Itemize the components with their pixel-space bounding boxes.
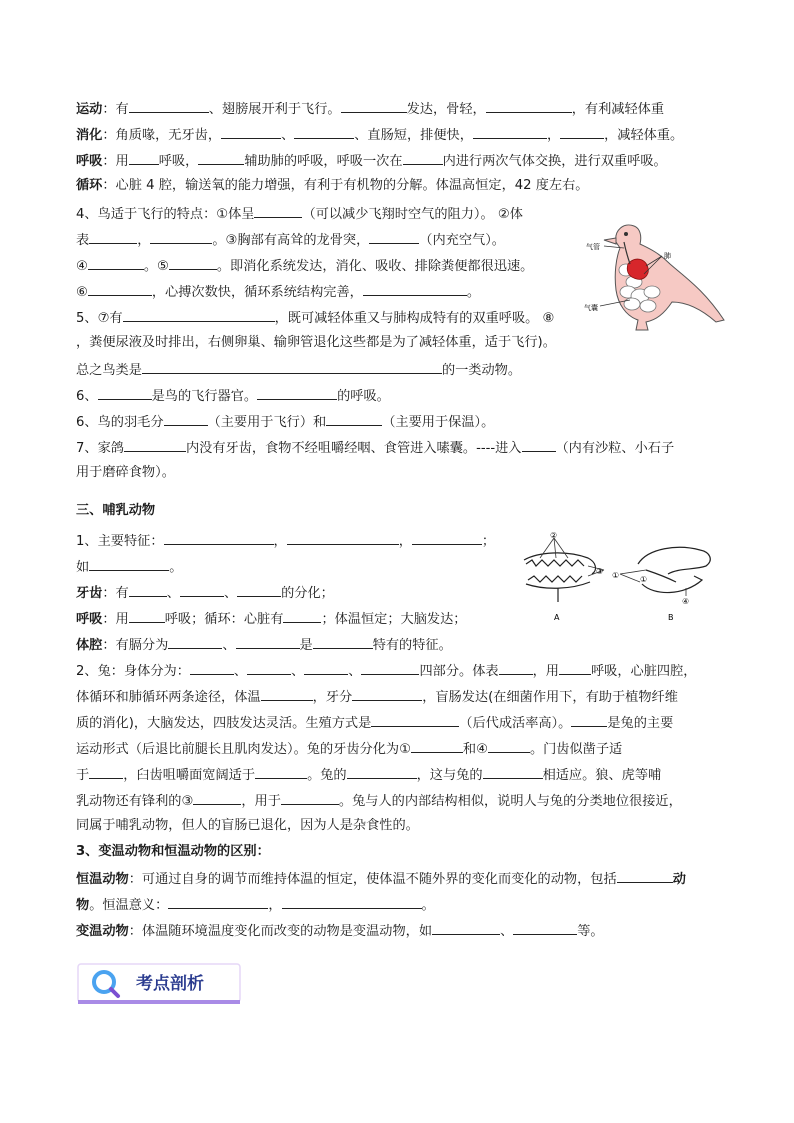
blank[interactable] xyxy=(559,661,591,675)
figure-label-a: A xyxy=(554,613,560,622)
s3-q1-a: 1、主要特征： ， ， ； xyxy=(76,531,724,551)
blank[interactable] xyxy=(287,531,399,545)
blank[interactable] xyxy=(499,661,533,675)
blank[interactable] xyxy=(88,256,144,270)
blank[interactable] xyxy=(255,765,307,779)
skull-b xyxy=(638,547,710,592)
blank[interactable] xyxy=(369,230,419,244)
line-huxi: 呼吸：用 呼吸， 辅助肺的呼吸，呼吸一次在 内进行两次气体交换，进行双重呼吸。 xyxy=(76,151,724,171)
s3-yachi: 牙齿：有 、 、 的分化； xyxy=(76,583,724,603)
blank[interactable] xyxy=(326,412,382,426)
blank[interactable] xyxy=(193,791,241,805)
blank[interactable] xyxy=(281,791,339,805)
blank[interactable] xyxy=(560,125,604,139)
hengwen-line-2: 物。恒温意义： ， 。 xyxy=(76,895,724,915)
tooth-label-3: ③ xyxy=(596,567,604,576)
blank[interactable] xyxy=(261,687,313,701)
blank[interactable] xyxy=(164,531,274,545)
blank[interactable] xyxy=(513,921,577,935)
blank[interactable] xyxy=(169,256,217,270)
blank[interactable] xyxy=(403,151,443,165)
blank[interactable] xyxy=(237,583,281,597)
blank[interactable] xyxy=(304,661,348,675)
blank[interactable] xyxy=(221,125,281,139)
blank[interactable] xyxy=(483,765,543,779)
s3-q1-b: 如 。 xyxy=(76,557,724,577)
blank[interactable] xyxy=(363,282,467,296)
skull-a xyxy=(524,553,595,602)
blank[interactable] xyxy=(236,635,300,649)
rabbit-line-7: 同属于哺乳动物，但人的盲肠已退化，因为人是杂食性的。 xyxy=(76,818,419,833)
rabbit-line-6: 乳动物还有锋利的③ ，用于 。兔与人的内部结构相似，说明人与兔的分类地位很接近， xyxy=(76,791,724,811)
label-air-sac: 气囊 xyxy=(584,304,598,312)
blank[interactable] xyxy=(257,386,337,400)
blank[interactable] xyxy=(142,360,442,374)
rabbit-line-1: 2、兔：身体分为： 、 、 、 四部分。体表 ，用 呼吸，心脏四腔， xyxy=(76,661,724,681)
blank[interactable] xyxy=(522,438,556,452)
q4-line-d: ⑥ ，心搏次数快，循环系统结构完善， 。 xyxy=(76,282,724,302)
tooth-label-2: ② xyxy=(550,531,558,540)
blank[interactable] xyxy=(571,713,607,727)
blank[interactable] xyxy=(129,99,209,113)
line-xiaohua: 消化：角质喙，无牙齿， 、 、直肠短，排便快， ， ，减轻体重。 xyxy=(76,125,724,145)
tooth-label-1b: ① xyxy=(640,575,648,584)
rabbit-line-3: 质的消化)，大脑发达，四肢发达灵活。生殖方式是 （后代成活率高）。 是兔的主要 xyxy=(76,713,724,733)
blank[interactable] xyxy=(129,609,165,623)
blank[interactable] xyxy=(313,635,373,649)
summary-line: 总之鸟类是 的一类动物。 xyxy=(76,360,724,380)
blank[interactable] xyxy=(168,635,222,649)
blank[interactable] xyxy=(347,765,417,779)
q6-line: 6、 是鸟的飞行器官。 的呼吸。 xyxy=(76,386,724,406)
blank[interactable] xyxy=(89,765,123,779)
q4-line-a: 4、鸟适于飞行的特点：①体呈 （可以减少飞翔时空气的阻力）。 ②体 xyxy=(76,204,724,224)
blank[interactable] xyxy=(254,204,302,218)
q7-line-b: 用于磨碎食物）。 xyxy=(76,465,175,480)
label-yundong: 运动 xyxy=(76,102,103,117)
blank[interactable] xyxy=(352,687,422,701)
blank[interactable] xyxy=(190,661,234,675)
blank[interactable] xyxy=(88,282,152,296)
blank[interactable] xyxy=(486,99,572,113)
tooth-label-4: ④ xyxy=(682,597,690,606)
q4-line-b: 表 ， 。③胸部有高耸的龙骨突， （内充空气）。 xyxy=(76,230,724,250)
blank[interactable] xyxy=(282,895,422,909)
blank[interactable] xyxy=(180,583,224,597)
blank[interactable] xyxy=(124,438,186,452)
blank[interactable] xyxy=(371,713,459,727)
s3-tiqiang: 体腔：有膈分为 、 是 特有的特征。 xyxy=(76,635,724,655)
hengwen-line-1: 恒温动物：可通过自身的调节而维持体温的恒定，使体温不随外界的变化而变化的动物，包括 动 xyxy=(76,869,724,889)
q5-line-b: ，粪便尿液及时排出，右侧卵巢、输卵管退化这些都是为了减轻体重，适于飞行)。 xyxy=(76,335,556,350)
q3-heading: 3、变温动物和恒温动物的区别： xyxy=(76,844,270,859)
blank[interactable] xyxy=(247,661,291,675)
blank[interactable] xyxy=(473,125,547,139)
q5-line-a: 5、⑦有 ，既可减轻体重又与肺构成特有的双重呼吸。 ⑧ xyxy=(76,308,724,328)
q7-line-a: 7、家鸽 内没有牙齿，食物不经咀嚼经咽、食管进入嗉囊。----进入 （内有沙粒、小石子 xyxy=(76,438,724,458)
tooth-label-1: ① xyxy=(612,571,620,580)
figure-label-b: B xyxy=(668,613,674,622)
banner-title: 考点剖析 xyxy=(136,974,204,994)
label-trachea: 气管 xyxy=(586,243,600,251)
blank[interactable] xyxy=(488,739,530,753)
blank[interactable] xyxy=(98,386,152,400)
rabbit-line-5: 于 ，臼齿咀嚼面宽阔适于 。兔的 ，这与兔的 相适应。狼、虎等哺 xyxy=(76,765,724,785)
line-yundong: 运动：有 、翅膀展开利于飞行。 发达，骨轻， ，有利减轻体重 xyxy=(76,99,724,119)
blank[interactable] xyxy=(89,557,169,571)
blank[interactable] xyxy=(168,895,268,909)
section3-heading: 三、哺乳动物 xyxy=(76,503,156,518)
kaodian-banner xyxy=(76,958,243,1008)
bird-anatomy-figure xyxy=(576,212,732,336)
bianwen-line: 变温动物：体温随环境温度变化而改变的动物是变温动物，如 、 等。 xyxy=(76,921,724,941)
blank[interactable] xyxy=(283,609,321,623)
blank[interactable] xyxy=(411,739,463,753)
blank[interactable] xyxy=(341,99,407,113)
blank[interactable] xyxy=(361,661,419,675)
blank[interactable] xyxy=(89,230,137,244)
line-xunhuan: 循环：心脏 4 腔，输送氧的能力增强，有利于有机物的分解。体温高恒定，42 度左右。 xyxy=(76,178,589,193)
blank[interactable] xyxy=(617,869,673,883)
label-lung: 肺 xyxy=(664,252,671,260)
rabbit-line-4: 运动形式（后退比前腿长且肌肉发达）。兔的牙齿分化为① 和④ 。门齿似凿子适 xyxy=(76,739,724,759)
blank[interactable] xyxy=(412,531,482,545)
blank[interactable] xyxy=(164,412,208,426)
blank[interactable] xyxy=(150,230,212,244)
q4-line-c: ④ 。⑤ 。即消化系统发达，消化、吸收、排除粪便都很迅速。 xyxy=(76,256,724,276)
blank[interactable] xyxy=(123,308,275,322)
blank[interactable] xyxy=(198,151,244,165)
rabbit-line-2: 体循环和肺循环两条途径，体温 ，牙分 ，盲肠发达(在细菌作用下，有助于植物纤维 xyxy=(76,687,724,707)
blank[interactable] xyxy=(129,583,167,597)
blank[interactable] xyxy=(432,921,500,935)
s3-huxi: 呼吸：用 呼吸；循环：心脏有 ；体温恒定；大脑发达； xyxy=(76,609,724,629)
q6b-line: 6、鸟的羽毛分 （主要用于飞行）和 （主要用于保温）。 xyxy=(76,412,724,432)
blank[interactable] xyxy=(129,151,159,165)
teeth-figure xyxy=(518,530,718,626)
blank[interactable] xyxy=(294,125,354,139)
